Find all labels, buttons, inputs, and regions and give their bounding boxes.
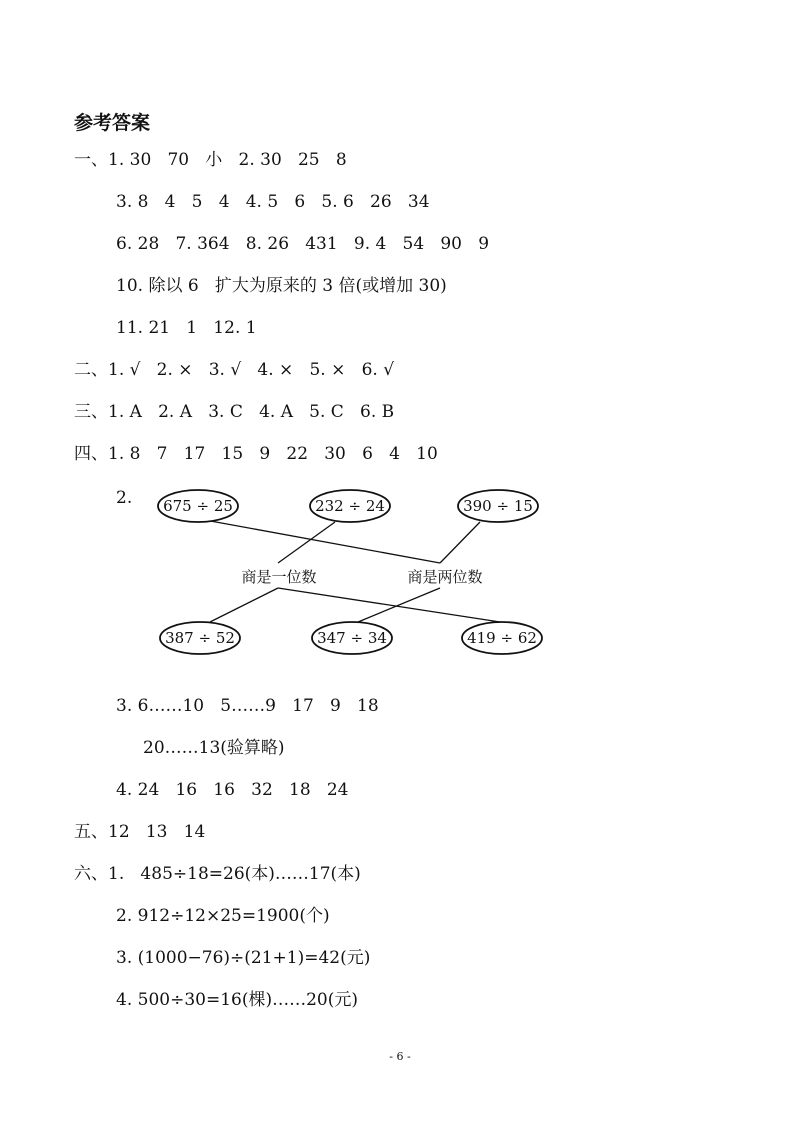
answer-line-3: 三、1. A 2. A 3. C 4. A 5. C 6. B: [74, 402, 395, 422]
answer-line-4-1: 四、1. 8 7 17 15 9 22 30 6 4 10: [74, 444, 438, 464]
answer-line-4-2: 2.: [116, 488, 133, 508]
answer-line-4-3b: 20……13(验算略): [143, 738, 285, 758]
answer-line-1-1: 一、1. 30 70 小 2. 30 25 8: [74, 150, 347, 170]
link-419-62: [278, 588, 500, 622]
answer-line-6-4: 4. 500÷30=16(棵)……20(元): [116, 990, 358, 1010]
answer-line-1-6: 6. 28 7. 364 8. 26 431 9. 4 54 90 9: [116, 234, 490, 254]
answer-line-2: 二、1. √ 2. × 3. √ 4. × 5. × 6. √: [74, 360, 395, 380]
expr-675-25: 675 ÷ 25: [163, 497, 233, 515]
answer-line-6-2: 2. 912÷12×25=1900(个): [116, 906, 330, 926]
answer-line-4-3: 3. 6……10 5……9 17 9 18: [116, 696, 379, 716]
page-title: 参考答案: [74, 112, 151, 134]
expr-387-52: 387 ÷ 52: [165, 629, 235, 647]
answer-line-1-11: 11. 21 1 12. 1: [116, 318, 257, 338]
expr-419-62: 419 ÷ 62: [467, 629, 537, 647]
label-two-digit: 商是两位数: [407, 568, 483, 586]
link-675-25: [205, 520, 440, 563]
link-390-15: [440, 522, 480, 563]
expr-347-34: 347 ÷ 34: [317, 629, 387, 647]
page-number: - 6 -: [389, 1050, 411, 1063]
answer-line-6-1: 六、1. 485÷18=26(本)……17(本): [74, 864, 361, 884]
answer-line-5: 五、12 13 14: [74, 822, 206, 842]
matching-diagram: [0, 470, 800, 670]
link-347-34: [358, 588, 440, 622]
expr-232-24: 232 ÷ 24: [315, 497, 385, 515]
answer-line-4-4: 4. 24 16 16 32 18 24: [116, 780, 349, 800]
expr-390-15: 390 ÷ 15: [463, 497, 533, 515]
link-387-52: [210, 588, 278, 622]
answer-line-6-3: 3. (1000−76)÷(21+1)=42(元): [116, 948, 371, 968]
answer-line-1-3: 3. 8 4 5 4 4. 5 6 5. 6 26 34: [116, 192, 430, 212]
label-one-digit: 商是一位数: [241, 568, 317, 586]
answer-line-1-10: 10. 除以 6 扩大为原来的 3 倍(或增加 30): [116, 276, 447, 296]
